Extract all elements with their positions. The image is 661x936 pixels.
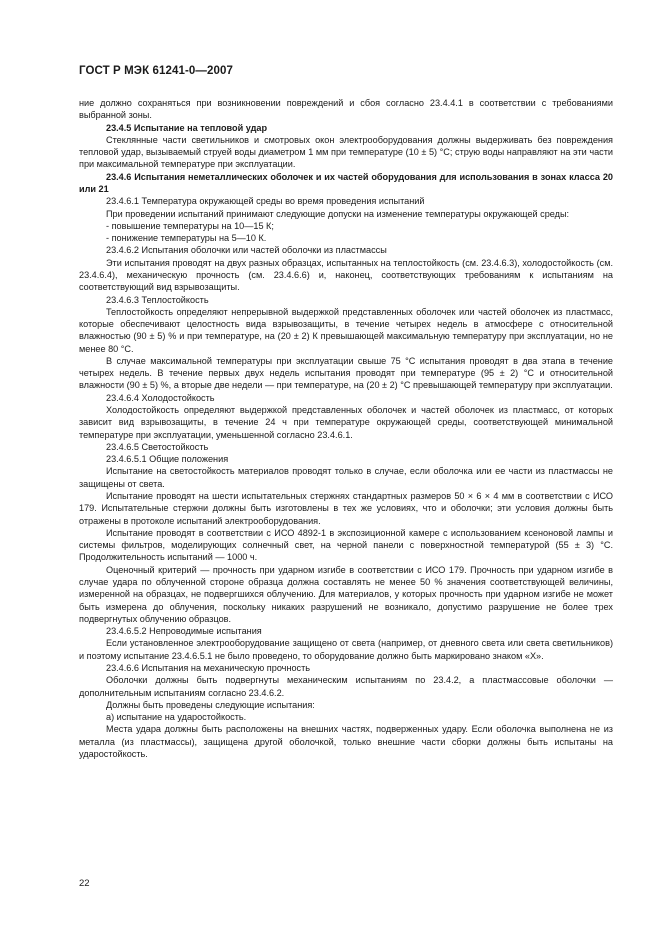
paragraph-continuation: ние должно сохраняться при возникновении повреждений и сбоя согласно 23.4.4.1 в соответствии с требованиями выбранной зоны.	[79, 98, 613, 121]
page-number: 22	[79, 878, 90, 889]
document-body	[79, 97, 613, 760]
paragraph: В случае максимальной температуры при эксплуатации свыше 75 °С испытания проводят в два этапа в течение четырех недель. В течение первых двух недель испытания проводят при температуре (95 ± 2) °С и относительной влажности (90 ± 5) %, а вторые две недели — при температуре, на (20 ± 2) °С превышающей температуру при эксплуатации.	[79, 355, 613, 391]
subsection-heading-23-4-6-5-1: 23.4.6.5.1 Общие положения	[106, 454, 229, 465]
paragraph: Места удара должны быть расположены на внешних частях, подверженных удару. Если оболочка выполнена не из металла (из пластмассы), защищена другой оболочкой, только внешние части сборки должны быть испытаны на ударостойкость.	[79, 724, 613, 759]
list-item: - повышение температуры на 10—15 К;	[106, 220, 274, 231]
page-header: ГОСТ Р МЭК 61241-0—2007	[79, 65, 233, 77]
paragraph: Оценочный критерий — прочность при ударном изгибе в соответствии с ИСО 179. Прочность при ударном изгибе в случае удара по облученной стороне образца должна составлять не менее 50 % значения соответствующей величины, измеренной на образцах, не подвергшихся облучению. Для материалов, у которых прочность при ударном изгибе не может быть измерена до облучения, поскольку никаких разрушений не возникало, допустимо разрушение не более трех подвергнутых облучению образцов.	[79, 564, 613, 624]
section-heading-23-4-5: 23.4.5 Испытание на тепловой удар	[106, 122, 268, 133]
paragraph: Если установленное электрооборудование защищено от света (например, от дневного света или света светильников) и поэтому испытание 23.4.6.5.1 не было проведено, то оборудование должно быть маркировано знаком «Х».	[79, 638, 613, 661]
list-item: а) испытание на ударостойкость.	[106, 712, 247, 723]
subsection-heading-23-4-6-1: 23.4.6.1 Температура окружающей среды во время проведения испытаний	[106, 196, 425, 207]
list-item: - понижение температуры на 5—10 К.	[106, 233, 267, 244]
paragraph: Испытание проводят в соответствии с ИСО 4892-1 в экспозиционной камере с использованием ксеноновой лампы и системы фильтров, моделирующих солнечный свет, на черной панели с поверхностной температурой (55 ± 3) °С. Продолжительность испытаний — 1000 ч.	[79, 527, 613, 563]
paragraph: Испытание проводят на шести испытательных стержнях стандартных размеров 50 × 6 × 4 мм в соответствии с ИСО 179. Испытательные стержни должны быть изготовлены в тех же условиях, что и оболочки; эти условия должны быть отражены в протоколе испытаний электрооборудования.	[79, 491, 613, 526]
section-heading-23-4-6: 23.4.6 Испытания неметаллических оболочек и их частей оборудования для использования в зонах класса 20 или 21	[79, 171, 613, 194]
paragraph: Эти испытания проводят на двух разных образцах, испытанных на теплостойкость (см. 23.4.6.3), холодостойкость (см. 23.4.6.4), механическую прочность (см. 23.4.6.6) и, наконец, соответствующих требованиям к испытаниям на соответствующий вид взрывозащиты.	[79, 257, 613, 293]
paragraph: Стеклянные части светильников и смотровых окон электрооборудования должны выдерживать без повреждения тепловой удар, вызываемый струей воды диаметром 1 мм при температуре (10 ± 5) °С; струю воды направляют на эти части при максимальной температуре при эксплуатации.	[79, 134, 613, 170]
paragraph: Должны быть проведены следующие испытания:	[106, 699, 315, 710]
paragraph: Испытание на светостойкость материалов проводят только в случае, если оболочка или ее части из пластмассы не защищены от света.	[79, 466, 613, 489]
paragraph: При проведении испытаний принимают следующие допуски на изменение температуры окружающей среды:	[106, 208, 570, 219]
subsection-heading-23-4-6-5: 23.4.6.5 Светостойкость	[106, 441, 209, 452]
subsection-heading-23-4-6-5-2: 23.4.6.5.2 Непроводимые испытания	[106, 626, 262, 637]
subsection-heading-23-4-6-3: 23.4.6.3 Теплостойкость	[106, 294, 209, 305]
paragraph: Холодостойкость определяют выдержкой представленных оболочек и частей оболочек из пластмасс, от которых зависит вид взрывозащиты, в течение 24 ч при температуре окружающей среды, соответствующей минимальной температуре при эксплуатации, уменьшенной согласно 23.4.6.1.	[79, 405, 613, 440]
paragraph: Теплостойкость определяют непрерывной выдержкой представленных оболочек или частей оболочек из пластмасс, которые обеспечивают целостность вида взрывозащиты, в течение четырех недель в атмосфере с относительной влажностью (90 ± 5) % и при температуре, на (20 ± 2) К превышающей максимальную температуру при эксплуатации, но не менее 80 °С.	[79, 306, 613, 354]
subsection-heading-23-4-6-6: 23.4.6.6 Испытания на механическую прочность	[106, 662, 311, 673]
paragraph: Оболочки должны быть подвергнуты механическим испытаниям по 23.4.2, а пластмассовые оболочки — дополнительным испытаниям согласно 23.4.6.2.	[79, 675, 613, 698]
subsection-heading-23-4-6-4: 23.4.6.4 Холодостойкость	[106, 392, 215, 403]
subsection-heading-23-4-6-2: 23.4.6.2 Испытания оболочки или частей оболочки из пластмассы	[106, 245, 387, 256]
